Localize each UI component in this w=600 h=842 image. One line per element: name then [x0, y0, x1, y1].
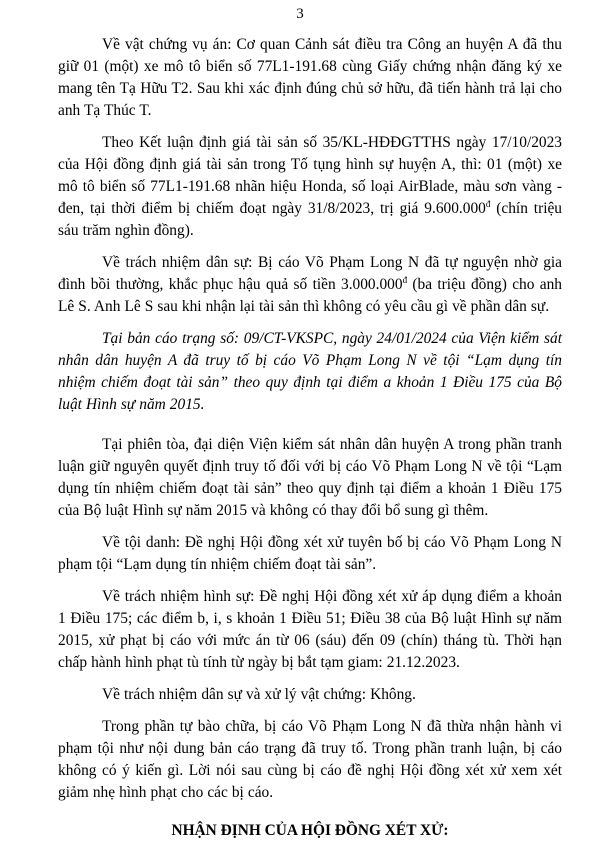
paragraph-charge: Về tội danh: Đề nghị Hội đồng xét xử tuyên bố bị cáo Võ Phạm Long N phạm tội “Lạm dụng tín nhiệm chiếm đoạt tài sản”.: [58, 534, 562, 573]
paragraph-indictment: Tại bản cáo trạng số: 09/CT-VKSPC, ngày 24/01/2024 của Viện kiểm sát nhân dân huyện A đã truy tố bị cáo Võ Phạm Long N về tội “Lạm dụng tín nhiệm chiếm đoạt tài sản” theo quy định tại điểm a khoản 1 Điều 175 của Bộ luật Hình sự năm 2015.: [58, 330, 562, 413]
paragraph-valuation: [58, 132, 562, 242]
paragraph-criminal-liability: Về trách nhiệm hình sự: Đề nghị Hội đồng xét xử áp dụng điểm a khoản 1 Điều 175; các điểm b, i, s khoản 1 Điều 51; Điều 38 của Bộ luật Hình sự năm 2015, xử phạt bị cáo với mức án từ 06 (sáu) đến 09 (chín) tháng tù. Thời hạn chấp hành hình phạt tù tính từ ngày bị bắt tạm giam: 21.12.2023.: [58, 588, 562, 671]
civil-liability-remainder: (ba triệu đồng) cho anh Lê S. Anh Lê S sau khi nhận lại tài sản thì không có yêu cầu gì về phần dân sự.: [58, 276, 562, 315]
document-body: [58, 34, 562, 842]
valuation-amount-words: (chín triệu sáu trăm nghìn đồng).: [58, 200, 562, 239]
page-number: 3: [296, 6, 304, 22]
paragraph-evidence: Về vật chứng vụ án: Cơ quan Cảnh sát điều tra Công an huyện A đã thu giữ 01 (một) xe mô tô biển số 77L1-191.68 cùng Giấy chứng nhận đăng ký xe mang tên Tạ Hữu T2. Sau khi xác định đúng chủ sở hữu, đã tiến hành trả lại cho anh Tạ Thúc T.: [58, 36, 562, 119]
civil-liability-text: Về trách nhiệm dân sự: Bị cáo Võ Phạm Long N đã tự nguyện nhờ gia đình bồi thường, khắc phục hậu quả số tiền 3.000.000: [58, 254, 562, 293]
currency-superscript: đ: [485, 198, 491, 209]
valuation-text: Theo Kết luận định giá tài sản số 35/KL-HĐĐGTTHS ngày 17/10/2023 của Hội đồng định giá tài sản trong Tố tụng hình sự huyện A, thì: 01 (một) xe mô tô biển số 77L1-191.68 nhãn hiệu Honda, số loại AirBlade, màu sơn vàng - đen, tại thời điểm bị chiếm đoạt ngày 31/8/2023, trị giá 9.600.000: [58, 134, 562, 217]
currency-superscript: đ: [402, 274, 408, 285]
paragraph-defendant-statement: Trong phần tự bào chữa, bị cáo Võ Phạm Long N đã thừa nhận hành vi phạm tội như nội dung bản cáo trạng đã truy tố. Trong phần tranh luận, bị cáo không có ý kiến gì. Lời nói sau cùng bị cáo đề nghị Hội đồng xét xử xem xét giảm nhẹ hình phạt cho các bị cáo.: [58, 718, 562, 801]
paragraph-prosecution-argument: Tại phiên tòa, đại diện Viện kiểm sát nhân dân huyện A trong phần tranh luận giữ nguyên quyết định truy tố đối với bị cáo Võ Phạm Long N về tội “Lạm dụng tín nhiệm chiếm đoạt tài sản” theo quy định tại điểm a khoản 1 Điều 175 của Bộ luật Hình sự năm 2015 và không có thay đổi bổ sung gì thêm.: [58, 436, 562, 519]
section-heading: NHẬN ĐỊNH CỦA HỘI ĐỒNG XÉT XỬ:: [171, 822, 449, 839]
paragraph-civil-liability: [58, 252, 562, 318]
paragraph-civil-and-evidence: Về trách nhiệm dân sự và xử lý vật chứng: Không.: [102, 686, 416, 703]
